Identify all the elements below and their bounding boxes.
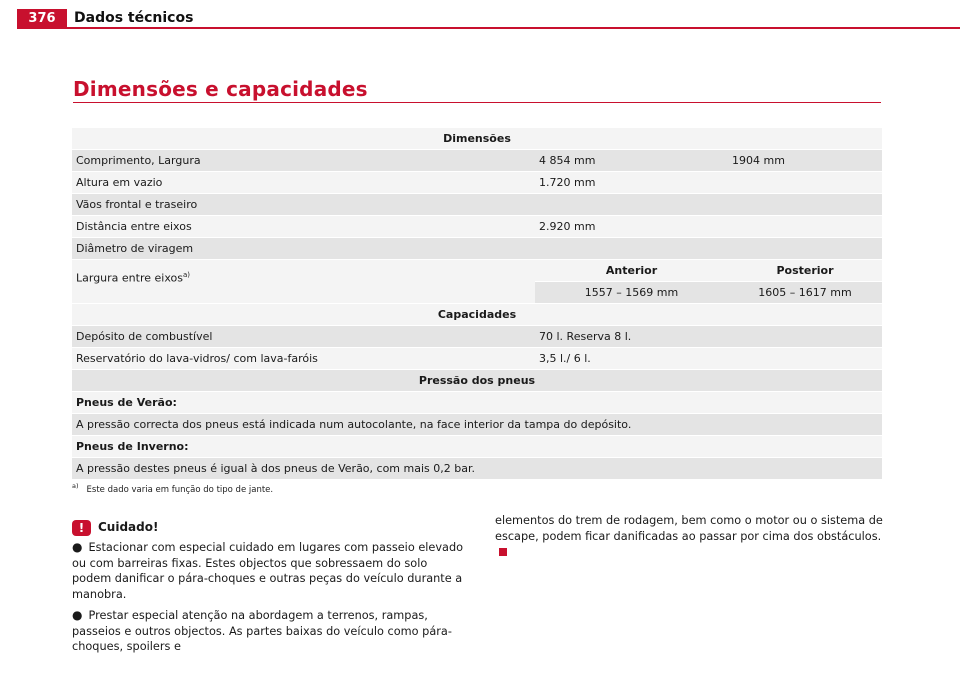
- table-footnote: [72, 482, 273, 495]
- row-label: Reservatório do lava-vidros/ com lava-faróis: [76, 352, 318, 365]
- warning-bullet: ● Prestar especial atenção na abordagem a terrenos, rampas, passeios e outros objectos. As partes baixas do veículo como pára-choques, spoilers e: [72, 608, 452, 653]
- capacities-heading: Capacidades: [437, 308, 517, 321]
- row-label: Largura entre eixos: [76, 271, 183, 285]
- header-rule: [17, 27, 960, 29]
- warning-bullet: ● Estacionar com especial cuidado em lugares com passeio elevado ou com barreiras fixas. Estes objectos que sobressaem do solo podem danificar o pára-choques e outras peças do veículo durante a manobra.: [72, 540, 464, 601]
- track-front-heading: Anterior: [605, 264, 658, 277]
- section-title: Dimensões e capacidades: [73, 77, 368, 101]
- end-of-section-icon: [499, 548, 507, 556]
- row-label: Altura em vazio: [76, 176, 163, 189]
- table-row: [72, 392, 882, 413]
- row-value: 1.720 mm: [539, 176, 596, 189]
- warning-continuation: [495, 513, 885, 560]
- track-rear-heading: Posterior: [776, 264, 834, 277]
- table-row: [72, 216, 882, 237]
- track-row: [72, 260, 882, 303]
- specs-table: [72, 128, 882, 480]
- table-heading-row: [72, 128, 882, 149]
- warning-box: [72, 520, 465, 661]
- row-label: Distância entre eixos: [76, 220, 192, 233]
- summer-tyres-text: A pressão correcta dos pneus está indicada num autocolante, na face interior da tampa do depósito.: [76, 418, 632, 431]
- footnote-mark: a): [72, 482, 79, 490]
- section-rule: [73, 102, 881, 103]
- table-heading-row: [72, 304, 882, 325]
- page-number: 376: [17, 9, 67, 28]
- warning-icon: !: [72, 520, 91, 536]
- table-row: [72, 194, 882, 215]
- continuation-text: elementos do trem de rodagem, bem como o motor ou o sistema de escape, podem ficar danificadas ao passar por cima dos obstáculos.: [495, 514, 883, 543]
- pressure-heading: Pressão dos pneus: [418, 374, 536, 387]
- summer-tyres-label: Pneus de Verão:: [76, 396, 177, 409]
- footnote-ref: a): [182, 271, 190, 279]
- warning-title: Cuidado!: [98, 520, 159, 535]
- row-label: Vãos frontal e traseiro: [76, 198, 198, 211]
- row-value: 4 854 mm: [539, 154, 596, 167]
- header-title: Dados técnicos: [74, 10, 194, 26]
- table-row: [72, 348, 882, 369]
- row-label: Comprimento, Largura: [76, 154, 201, 167]
- table-row: [72, 414, 882, 435]
- table-row: [72, 458, 882, 479]
- row-label: Depósito de combustível: [76, 330, 213, 343]
- warning-header: [72, 520, 465, 536]
- track-label-cell: [72, 260, 535, 303]
- row-label: Diâmetro de viragem: [76, 242, 194, 255]
- bullet-icon: ●: [72, 608, 83, 622]
- table-row: [72, 238, 882, 259]
- row-value: 3,5 l./ 6 l.: [539, 352, 591, 365]
- table-row: [72, 436, 882, 457]
- row-value: 1904 mm: [732, 154, 785, 167]
- track-front-value: 1557 – 1569 mm: [584, 286, 679, 299]
- page-header: [0, 0, 960, 30]
- track-rear-value: 1605 – 1617 mm: [758, 286, 852, 299]
- bullet-icon: ●: [72, 540, 83, 554]
- table-row: [72, 326, 882, 347]
- winter-tyres-text: A pressão destes pneus é igual à dos pneus de Verão, com mais 0,2 bar.: [76, 462, 475, 475]
- table-row: [72, 150, 882, 171]
- table-row: [72, 172, 882, 193]
- footnote-text: Este dado varia em função do tipo de jante.: [86, 484, 274, 495]
- row-value: 70 l. Reserva 8 l.: [539, 330, 632, 343]
- row-value: 2.920 mm: [539, 220, 596, 233]
- table-heading-row: [72, 370, 882, 391]
- winter-tyres-label: Pneus de Inverno:: [76, 440, 189, 453]
- dimensions-heading: Dimensões: [443, 132, 511, 145]
